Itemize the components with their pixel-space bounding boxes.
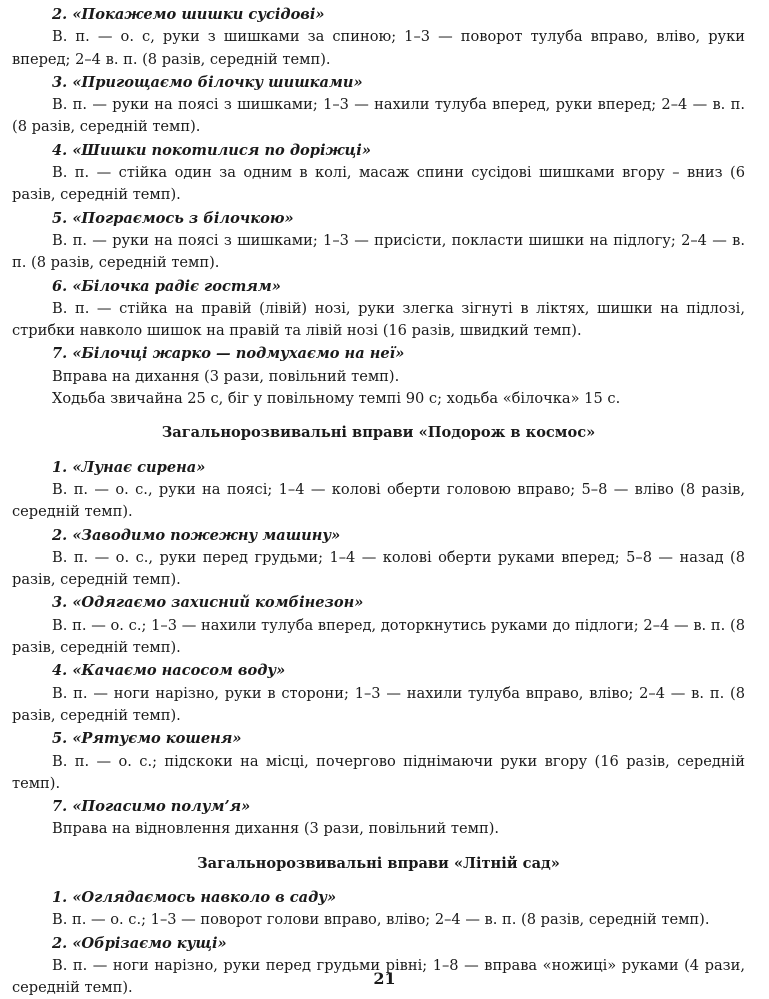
- exercise-text: Вправа на дихання (3 рази, повільний темп).: [52, 367, 400, 385]
- exercise-item: [12, 887, 745, 932]
- exercise-title: 3. «Одягаємо захисний комбінезон»: [52, 594, 364, 612]
- exercise-item: [12, 4, 745, 71]
- section-heading: Загальнорозвивальні вправи «Літній сад»: [197, 854, 560, 872]
- exercise-text: В. п. — о. с, руки з шишками за спиною; 1–3 — поворот тулуба вправо, вліво, руки вперед; 2–4 в. п. (8 разів, середній темп).: [12, 28, 745, 68]
- exercise-text: В. п. — о. с.; 1–3 — нахили тулуба вперед, доторкнутись руками до підлоги; 2–4 — в. п. (8 разів, середній темп).: [12, 616, 745, 657]
- exercise-item: [12, 72, 745, 139]
- exercise-title: 2. «Покажемо шишки сусідові»: [52, 6, 325, 23]
- exercise-text: В. п. — о. с.; підскоки на місці, почергово піднімаючи руки вгору (16 разів, середній темп).: [12, 752, 745, 792]
- page-number: 21: [373, 969, 396, 988]
- exercise-title: 6. «Білочка радіє гостям»: [52, 277, 281, 295]
- exercise-text: В. п. — о. с., руки на поясі; 1–4 — колові оберти головою вправо; 5–8 — вліво (8 разів, середній темп).: [12, 480, 745, 521]
- exercise-title: 7. «Білочці жарко — подмухаємо на неї»: [52, 345, 405, 363]
- exercise-text: В. п. — о. с.; 1–3 — поворот голови вправо, вліво; 2–4 — в. п. (8 разів, середній темп).: [52, 911, 710, 929]
- exercise-title: 4. «Качаємо насосом воду»: [52, 662, 286, 680]
- exercise-text: В. п. — стійка на правій (лівій) нозі, руки злегка зігнуті в ліктях, шишки на підлозі, стрибки навколо шишок на правій та лівій нозі (16 разів, швидкий темп).: [12, 299, 745, 340]
- exercise-text: В. п. — руки на поясі з шишками; 1–3 — нахили тулуба вперед, руки вперед; 2–4 — в. п. (8 разів, середній темп).: [12, 96, 745, 136]
- exercise-item: [12, 208, 745, 275]
- exercise-title: 1. «Лунає сирена»: [52, 458, 206, 476]
- exercise-item: [12, 796, 745, 841]
- exercise-title: 7. «Погасимо полум’я»: [52, 798, 251, 816]
- exercise-title: 4. «Шишки покотилися по доріжці»: [52, 141, 371, 159]
- exercise-text: В. п. — ноги нарізно, руки перед грудьми рівні; 1–8 — вправа «ножиці» руками (4 рази, середній темп).: [12, 956, 745, 997]
- exercise-item: [12, 660, 745, 727]
- exercise-title: 1. «Оглядаємось навколо в саду»: [52, 888, 337, 906]
- exercise-item: [12, 525, 745, 592]
- exercise-text: В. п. — о. с., руки перед грудьми; 1–4 — колові оберти руками вперед; 5–8 — назад (8 разів, середній темп).: [12, 548, 745, 589]
- exercise-item: [12, 276, 745, 343]
- exercise-text: Вправа на відновлення дихання (3 рази, повільний темп).: [52, 820, 500, 838]
- walking-line: Ходьба звичайна 25 с, біг у повільному темпі 90 с; ходьба «білочка» 15 с.: [52, 390, 621, 408]
- exercise-title: 2. «Заводимо пожежну машину»: [52, 526, 341, 544]
- exercise-item: [12, 343, 745, 410]
- exercise-title: 2. «Обрізаємо кущі»: [52, 934, 227, 952]
- exercise-text: В. п. — стійка один за одним в колі, масаж спини сусідові шишками вгору – вниз (6 разів, середній темп).: [12, 164, 745, 204]
- exercise-title: 5. «Пограємось з білочкою»: [52, 209, 294, 227]
- exercise-title: 5. «Рятуємо кошеня»: [52, 730, 242, 748]
- exercise-item: [12, 457, 745, 524]
- exercise-item: [12, 140, 745, 207]
- exercise-item: [12, 592, 745, 659]
- section-heading: Загальнорозвивальні вправи «Подорож в космос»: [161, 424, 596, 442]
- exercise-text: В. п. — руки на поясі з шишками; 1–3 — присісти, покласти шишки на підлогу; 2–4 — в. п. (8 разів, середній темп).: [12, 231, 745, 272]
- exercise-title: 3. «Пригощаємо білочку шишками»: [52, 73, 363, 91]
- exercise-item: [12, 728, 745, 795]
- exercise-text: В. п. — ноги нарізно, руки в сторони; 1–3 — нахили тулуба вправо, вліво; 2–4 — в. п. (8 разів, середній темп).: [12, 684, 745, 724]
